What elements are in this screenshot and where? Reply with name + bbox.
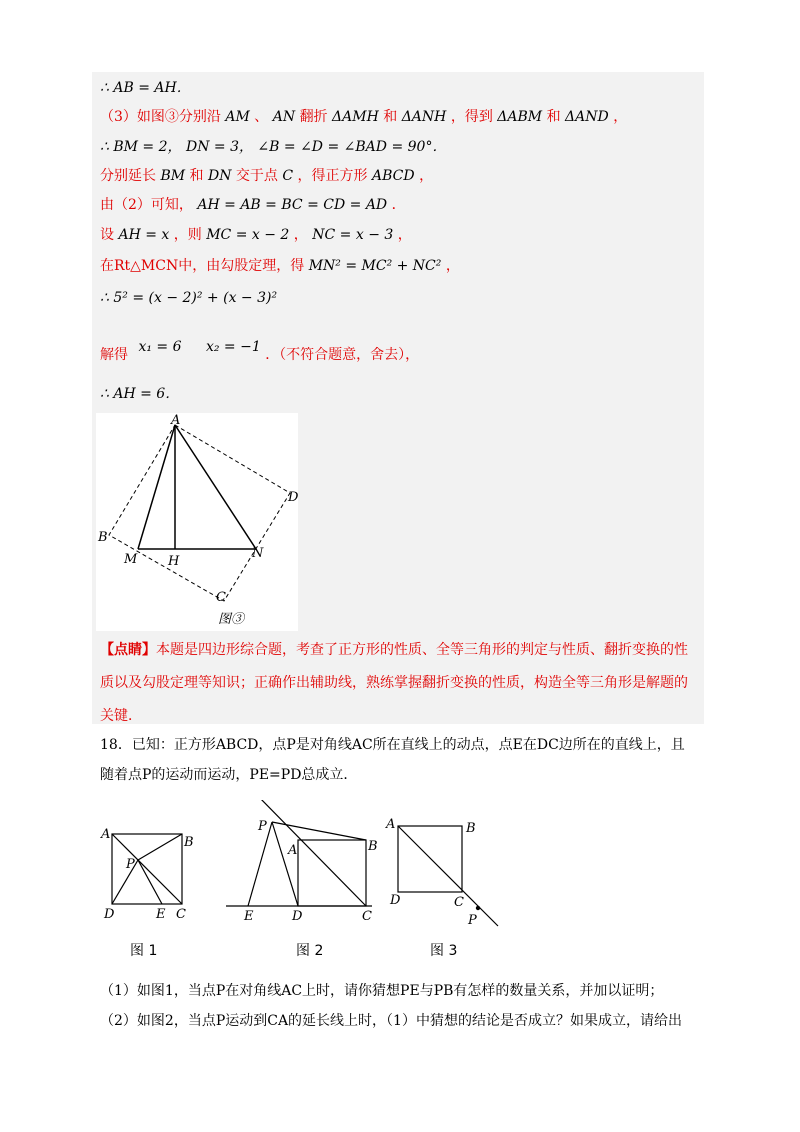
line10-text: ∴ AH = 6．: [100, 386, 180, 402]
line6-nc: NC = x − 3: [312, 227, 394, 243]
solution-line-1: [100, 78, 191, 98]
line4-mid2: ，得正方形: [297, 168, 368, 184]
solution-line-7: [100, 256, 460, 276]
line2-abm: ΔABM: [497, 109, 543, 125]
line2-mid3: ，得到: [450, 109, 493, 125]
line2-mid2: 翻折: [299, 109, 328, 125]
solution-line-1-text: ∴ AB = AH．: [100, 80, 191, 96]
line2-amh: ΔAMH: [332, 109, 379, 125]
line2-mid1: 、: [254, 109, 269, 125]
comment-bracket: 【点睛】: [100, 642, 156, 658]
fig2-label-a: A: [288, 843, 298, 858]
solution-line-5: [100, 195, 406, 215]
line4-c: C: [282, 168, 294, 184]
comment-text: 本题是四边形综合题，考查了正方形的性质、全等三角形的判定与性质、翻折变换的性质以及勾股定理等知识；正确作出辅助线，熟练掌握翻折变换的性质，构造全等三角形是解题的关键．: [100, 642, 688, 724]
q18-part1: （1）如图1，当点P在对角线AC上时，请你猜想PE与PB有怎样的数量关系，并加以证明；: [100, 983, 664, 999]
fig3-label-b: B: [98, 530, 108, 545]
fig1-label-b: B: [184, 835, 194, 850]
solution-line-3: [100, 137, 446, 157]
question-18-parts: [100, 976, 705, 1036]
figure-1: [96, 800, 206, 930]
solution-line-9: [100, 339, 420, 365]
q18-stem-line2: 随着点P的运动而运动，PE=PD总成立．: [100, 767, 358, 783]
line6-mc: MC = x − 2: [206, 227, 290, 243]
q18-part2: （2）如图2，当点P运动到CA的延长线上时，（1）中猜想的结论是否成立？如果成立，请给出: [100, 1013, 682, 1029]
line4-end: ，: [419, 168, 434, 184]
line6-mid: ，则: [173, 227, 202, 243]
fig1-label-a: A: [101, 827, 111, 842]
line3-text: ∴ BM = 2， DN = 3， ∠B = ∠D = ∠BAD = 90°．: [100, 139, 447, 155]
figure-2-caption: 图 2: [296, 943, 324, 959]
fig3-label-c: C: [216, 590, 226, 605]
fig2-label-p: P: [258, 819, 267, 834]
fig1-label-d: D: [104, 907, 115, 922]
line2-and1: 和: [383, 109, 398, 125]
figure-3: [382, 810, 502, 930]
line9-end: ．（不符合题意，舍去），: [265, 347, 420, 363]
line6-end: ，: [397, 227, 412, 243]
solution-line-2: [100, 107, 627, 127]
line4-bm: BM: [160, 168, 186, 184]
question-18-stem: [100, 730, 705, 790]
figure-3-solution: [96, 413, 298, 631]
solution-line-8: [100, 288, 277, 308]
solution-line-10: [100, 384, 179, 404]
line5-eq: AH = AB = BC = CD = AD: [197, 197, 388, 213]
figure-3-diagram: [96, 413, 298, 631]
comment-block: [100, 634, 700, 733]
fig3q-label-b: B: [466, 821, 476, 836]
figure-3-caption: 图 3: [430, 943, 458, 959]
figure-2: [222, 800, 382, 930]
line6-prefix: 设: [100, 227, 114, 243]
line8-text: ∴ 5² = (x − 2)² + (x − 3)²: [100, 290, 278, 306]
line4-abcd: ABCD: [372, 168, 415, 184]
line2-end: ，: [613, 109, 628, 125]
line2-an: AN: [272, 109, 296, 125]
line5-end: ．: [391, 197, 406, 213]
fig2-label-b: B: [368, 839, 378, 854]
fig2-label-c: C: [362, 909, 372, 924]
figure-1-diagram: [96, 800, 206, 930]
fig3-label-h: H: [168, 554, 180, 569]
fig3-label-d: D: [288, 490, 298, 505]
q18-stem-line1: 18．已知：正方形ABCD，点P是对角线AC所在直线上的动点，点E在DC边所在的直线上，且: [100, 737, 685, 753]
line2-anh: ΔANH: [401, 109, 447, 125]
line9-x2: x₂ = −1: [205, 339, 261, 355]
line9-prefix: 解得: [100, 347, 128, 363]
line5-prefix: 由（2）可知，: [100, 197, 193, 213]
figure-2-diagram: [222, 800, 382, 930]
fig3q-label-p: P: [468, 913, 477, 928]
line6-ah: AH = x: [118, 227, 170, 243]
line4-mid: 交于点: [235, 168, 278, 184]
solution-line-4: [100, 166, 433, 186]
line7-prefix: 在Rt△MCN中，由勾股定理，得: [100, 258, 305, 274]
line4-dn: DN: [207, 168, 232, 184]
line2-am: AM: [225, 109, 250, 125]
fig2-label-d: D: [292, 909, 303, 924]
line4-prefix: 分别延长: [100, 168, 156, 184]
fig3-caption: 图③: [218, 612, 245, 627]
fig3-label-n: N: [252, 546, 264, 561]
fig3q-label-a: A: [386, 817, 396, 832]
line2-and2: 和: [546, 109, 561, 125]
figure-3-q18-diagram: [382, 810, 502, 930]
line4-and: 和: [189, 168, 204, 184]
line6-sep: ，: [293, 227, 308, 243]
fig3-label-m: M: [124, 552, 138, 567]
fig3q-label-c: C: [454, 895, 464, 910]
fig3-label-a: A: [171, 413, 181, 428]
line7-eq: MN² = MC² + NC²: [308, 258, 442, 274]
line2-prefix: （3）如图③分别沿: [100, 109, 221, 125]
fig1-label-c: C: [176, 907, 186, 922]
line7-end: ，: [445, 258, 460, 274]
line9-x1: x₁ = 6: [138, 339, 182, 355]
figure-1-caption: 图 1: [130, 943, 158, 959]
fig3q-label-d: D: [390, 893, 401, 908]
line2-and: ΔAND: [565, 109, 609, 125]
fig2-label-e: E: [244, 909, 254, 924]
fig1-label-p: P: [126, 857, 135, 872]
solution-line-6: [100, 225, 412, 245]
fig1-label-e: E: [156, 907, 166, 922]
